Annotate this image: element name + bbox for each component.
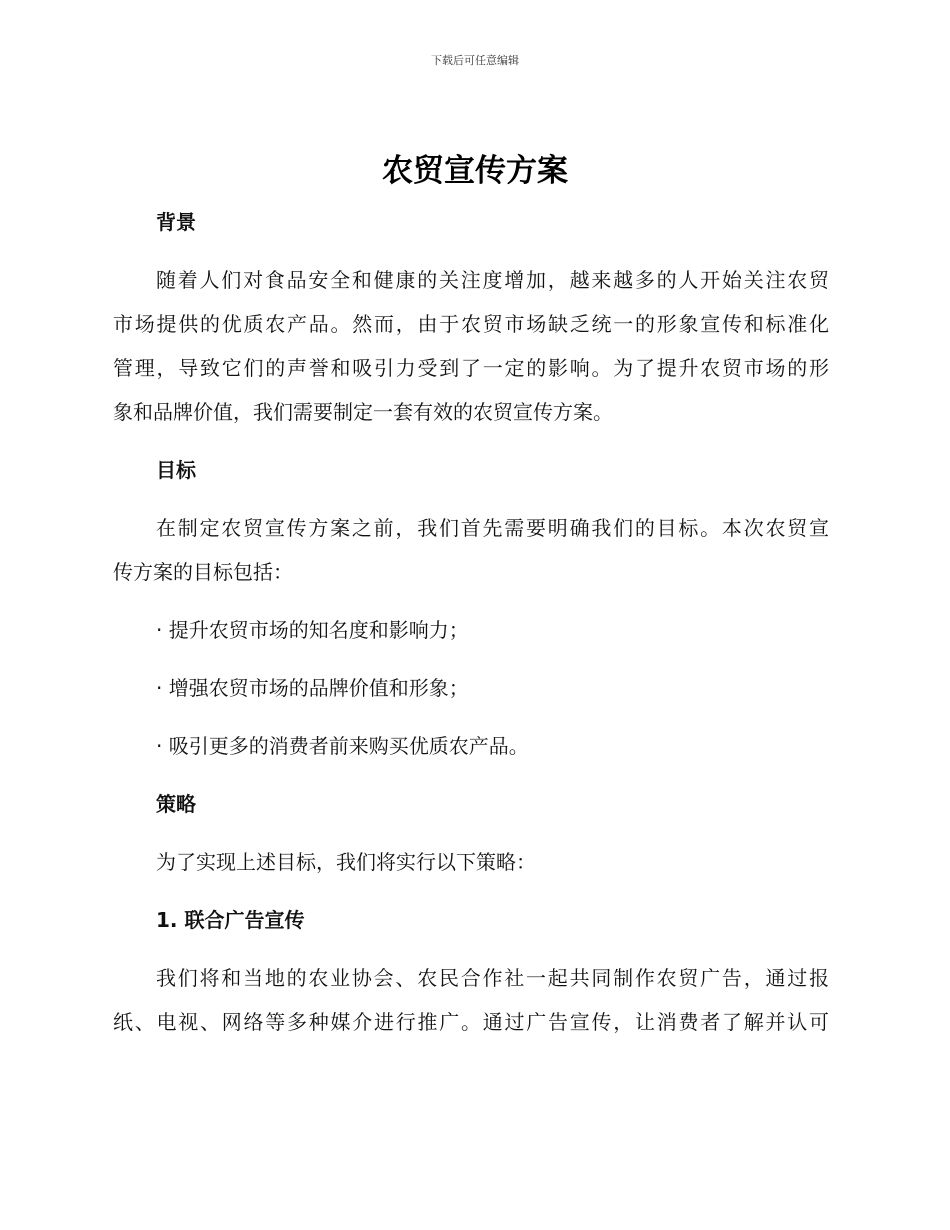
paragraph-line: 随着人们对食品安全和健康的关注度增加，越来越多的人开始关注农贸 bbox=[156, 268, 829, 292]
section-heading-background: 背景 bbox=[156, 210, 196, 234]
document-title: 农贸宣传方案 bbox=[382, 153, 568, 189]
paragraph-line: 管理，导致它们的声誉和吸引力受到了一定的影响。为了提升农贸市场的形 bbox=[113, 356, 829, 380]
paragraph-line: 我们将和当地的农业协会、农民合作社一起共同制作农贸广告，通过报 bbox=[156, 966, 829, 990]
section-heading-goals: 目标 bbox=[156, 458, 196, 482]
bullet-item: · 吸引更多的消费者前来购买优质农产品。 bbox=[156, 734, 529, 758]
section-heading-strategy: 策略 bbox=[156, 792, 196, 816]
paragraph-line: 象和品牌价值，我们需要制定一套有效的农贸宣传方案。 bbox=[113, 400, 613, 424]
page-header-note: 下载后可任意编辑 bbox=[431, 54, 519, 67]
paragraph-line: 传方案的目标包括： bbox=[113, 560, 293, 584]
subsection-heading-joint-advertising: 1. 联合广告宣传 bbox=[156, 908, 305, 932]
paragraph-line: 纸、电视、网络等多种媒介进行推广。通过广告宣传，让消费者了解并认可 bbox=[113, 1010, 829, 1034]
paragraph-line: 为了实现上述目标，我们将实行以下策略： bbox=[156, 850, 536, 874]
bullet-item: · 增强农贸市场的品牌价值和形象； bbox=[156, 676, 469, 700]
bullet-item: · 提升农贸市场的知名度和影响力； bbox=[156, 618, 469, 642]
document-body bbox=[113, 200, 829, 1044]
paragraph-line: 在制定农贸宣传方案之前，我们首先需要明确我们的目标。本次农贸宣 bbox=[156, 516, 829, 540]
paragraph-line: 市场提供的优质农产品。然而，由于农贸市场缺乏统一的形象宣传和标准化 bbox=[113, 312, 829, 336]
